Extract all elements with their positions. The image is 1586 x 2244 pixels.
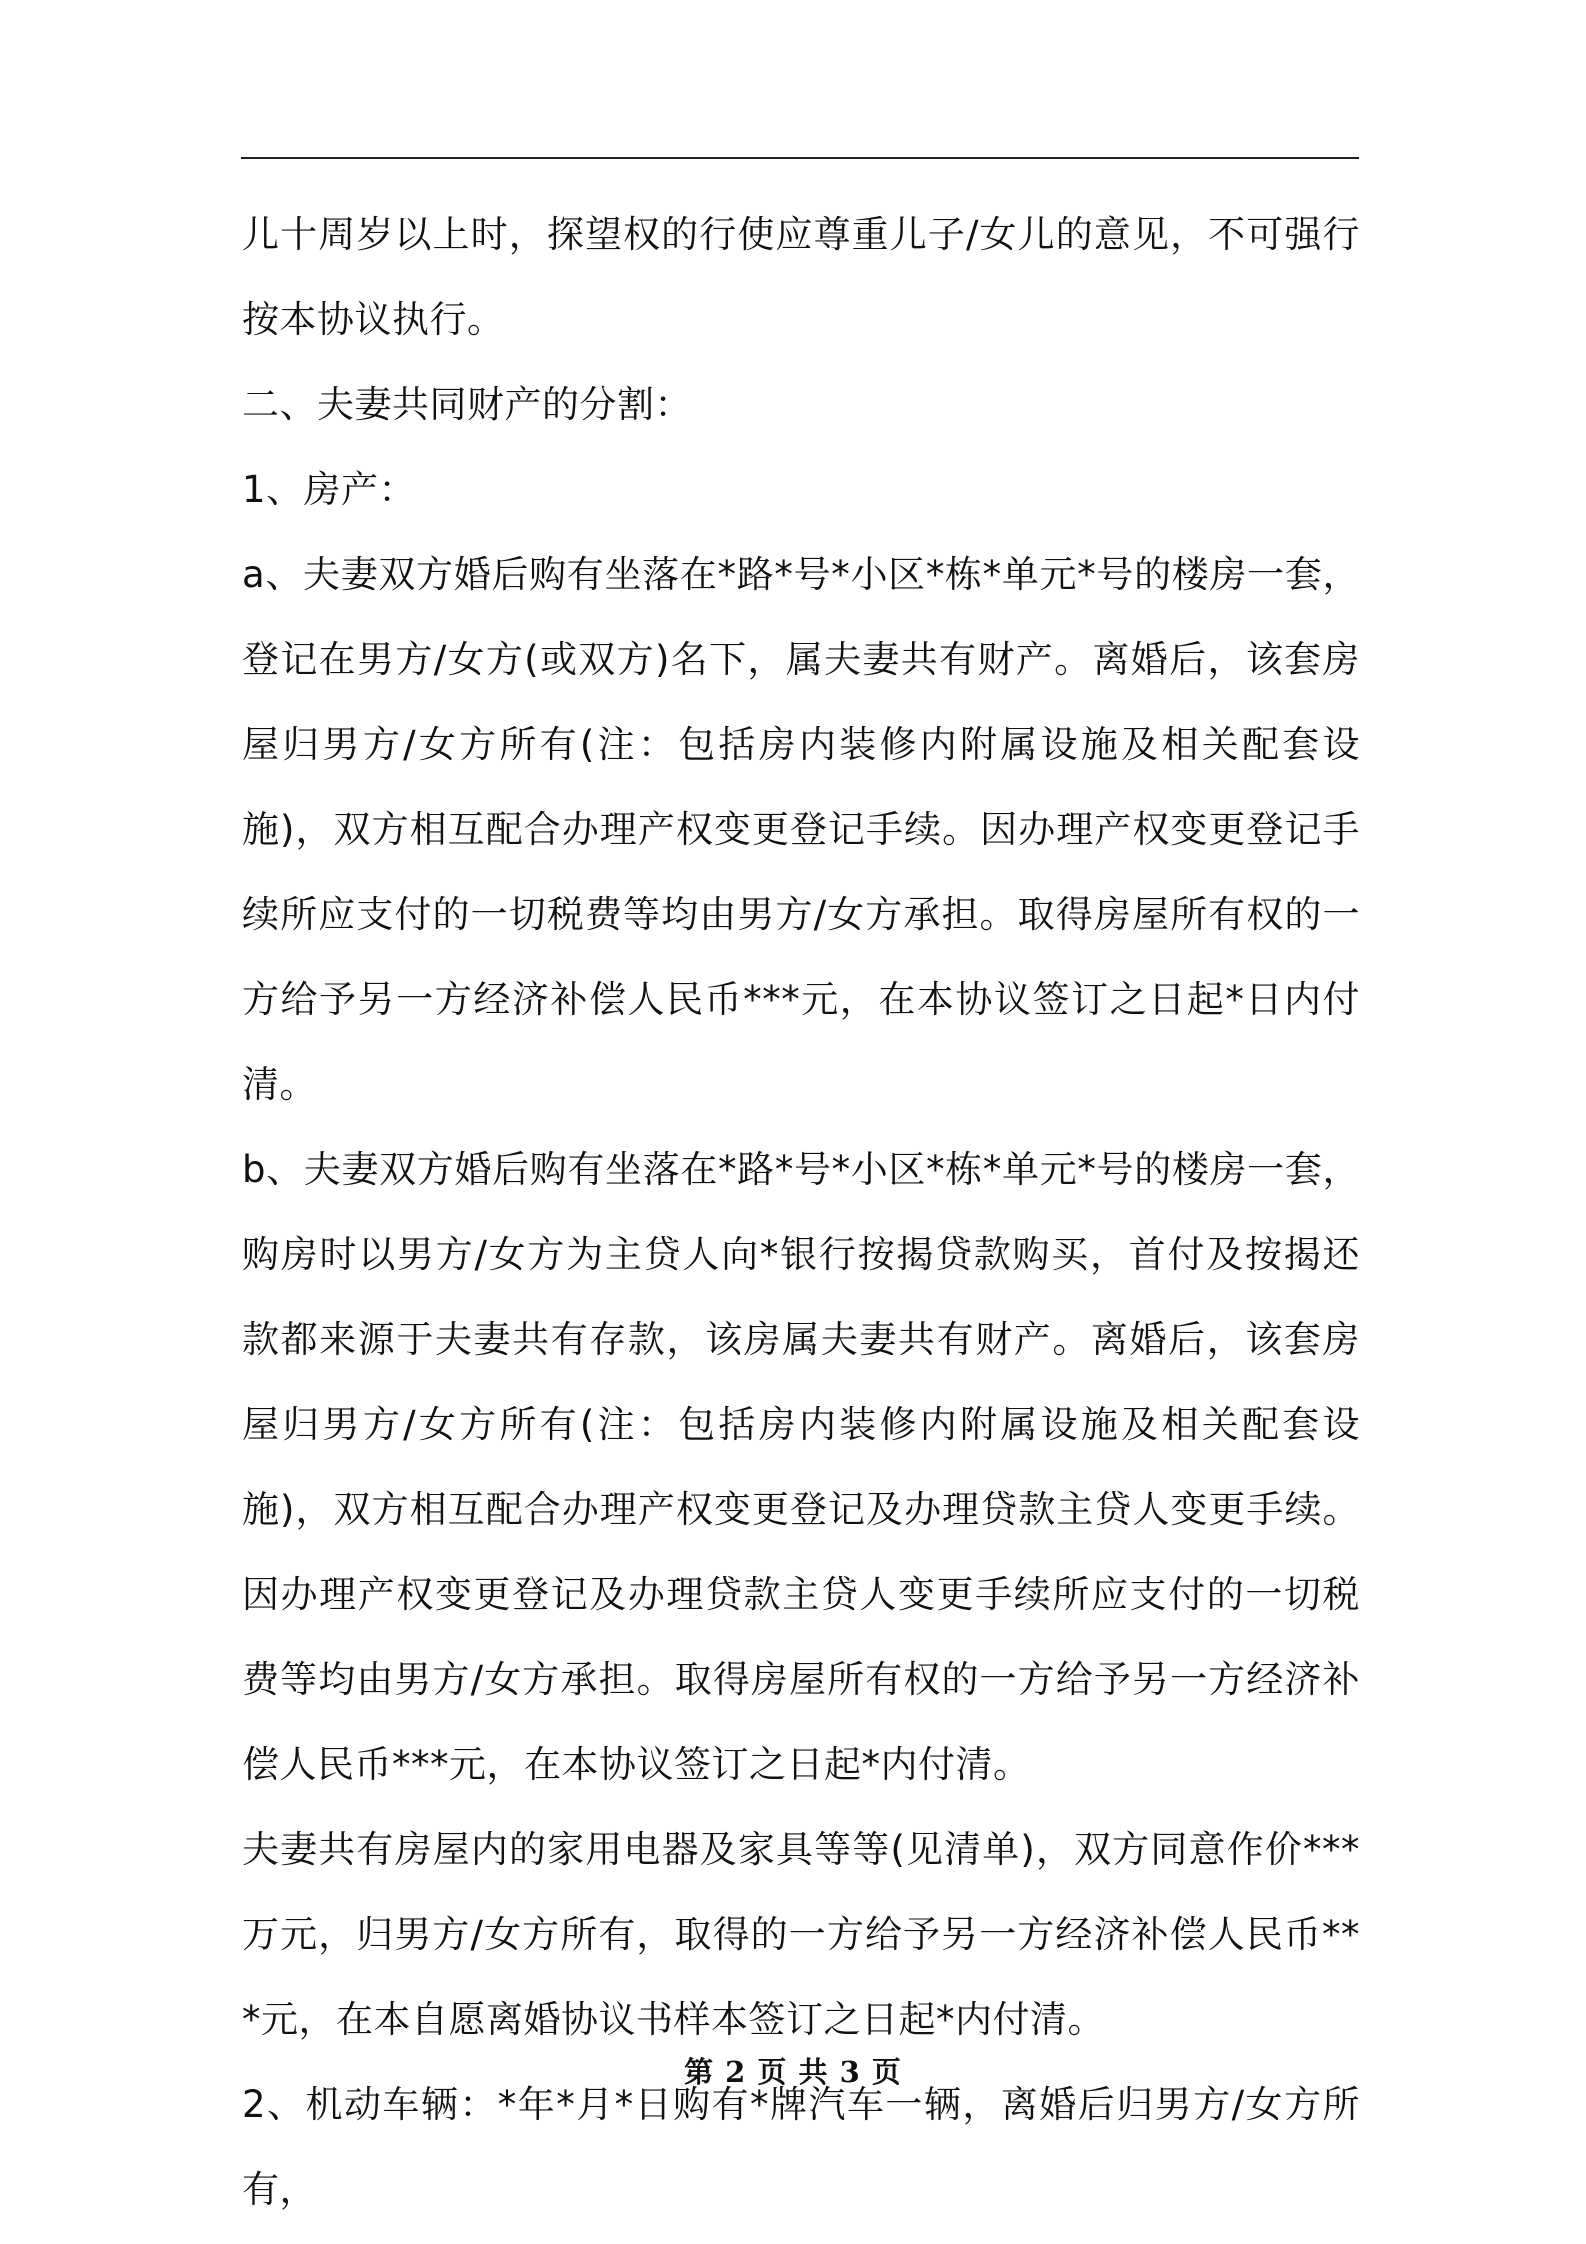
document-body [242, 192, 1360, 2232]
paragraph-visitation-continued: 儿十周岁以上时，探望权的行使应尊重儿子/女儿的意见，不可强行按本协议执行。 [242, 213, 1360, 341]
paragraph-real-estate-a: a、夫妻双方婚后购有坐落在*路*号*小区*栋*单元*号的楼房一套，登记在男方/女方(或双方)名下，属夫妻共有财产。离婚后，该套房屋归男方/女方所有(注：包括房内装修内附属设施及相关配套设施)，双方相互配合办理产权变更登记手续。因办理产权变更登记手续所应支付的一切税费等均由男方/女方承担。取得房屋所有权的一方给予另一方经济补偿人民币***元，在本协议签订之日起*日内付清。 [242, 553, 1360, 1106]
header-rule [241, 157, 1359, 159]
section-heading-property-division: 二、夫妻共同财产的分割： [242, 383, 692, 426]
subsection-heading-real-estate: 1、房产： [242, 468, 417, 511]
page-footer: 第 2 页 共 3 页 [684, 2055, 902, 2089]
paragraph-real-estate-b: b、夫妻双方婚后购有坐落在*路*号*小区*栋*单元*号的楼房一套，购房时以男方/女方为主贷人向*银行按揭贷款购买，首付及按揭还款都来源于夫妻共有存款，该房属夫妻共有财产。离婚后，该套房屋归男方/女方所有(注：包括房内装修内附属设施及相关配套设施)，双方相互配合办理产权变更登记及办理贷款主贷人变更手续。因办理产权变更登记及办理贷款主贷人变更手续所应支付的一切税费等均由男方/女方承担。取得房屋所有权的一方给予另一方经济补偿人民币***元，在本协议签订之日起*内付清。 [242, 1148, 1360, 1786]
paragraph-motor-vehicle: 2、机动车辆：*年*月*日购有*牌汽车一辆，离婚后归男方/女方所有， [242, 2083, 1360, 2211]
paragraph-appliances-furniture: 夫妻共有房屋内的家用电器及家具等等(见清单)，双方同意作价***万元，归男方/女方所有，取得的一方给予另一方经济补偿人民币***元，在本自愿离婚协议书样本签订之日起*内付清。 [242, 1828, 1360, 2041]
